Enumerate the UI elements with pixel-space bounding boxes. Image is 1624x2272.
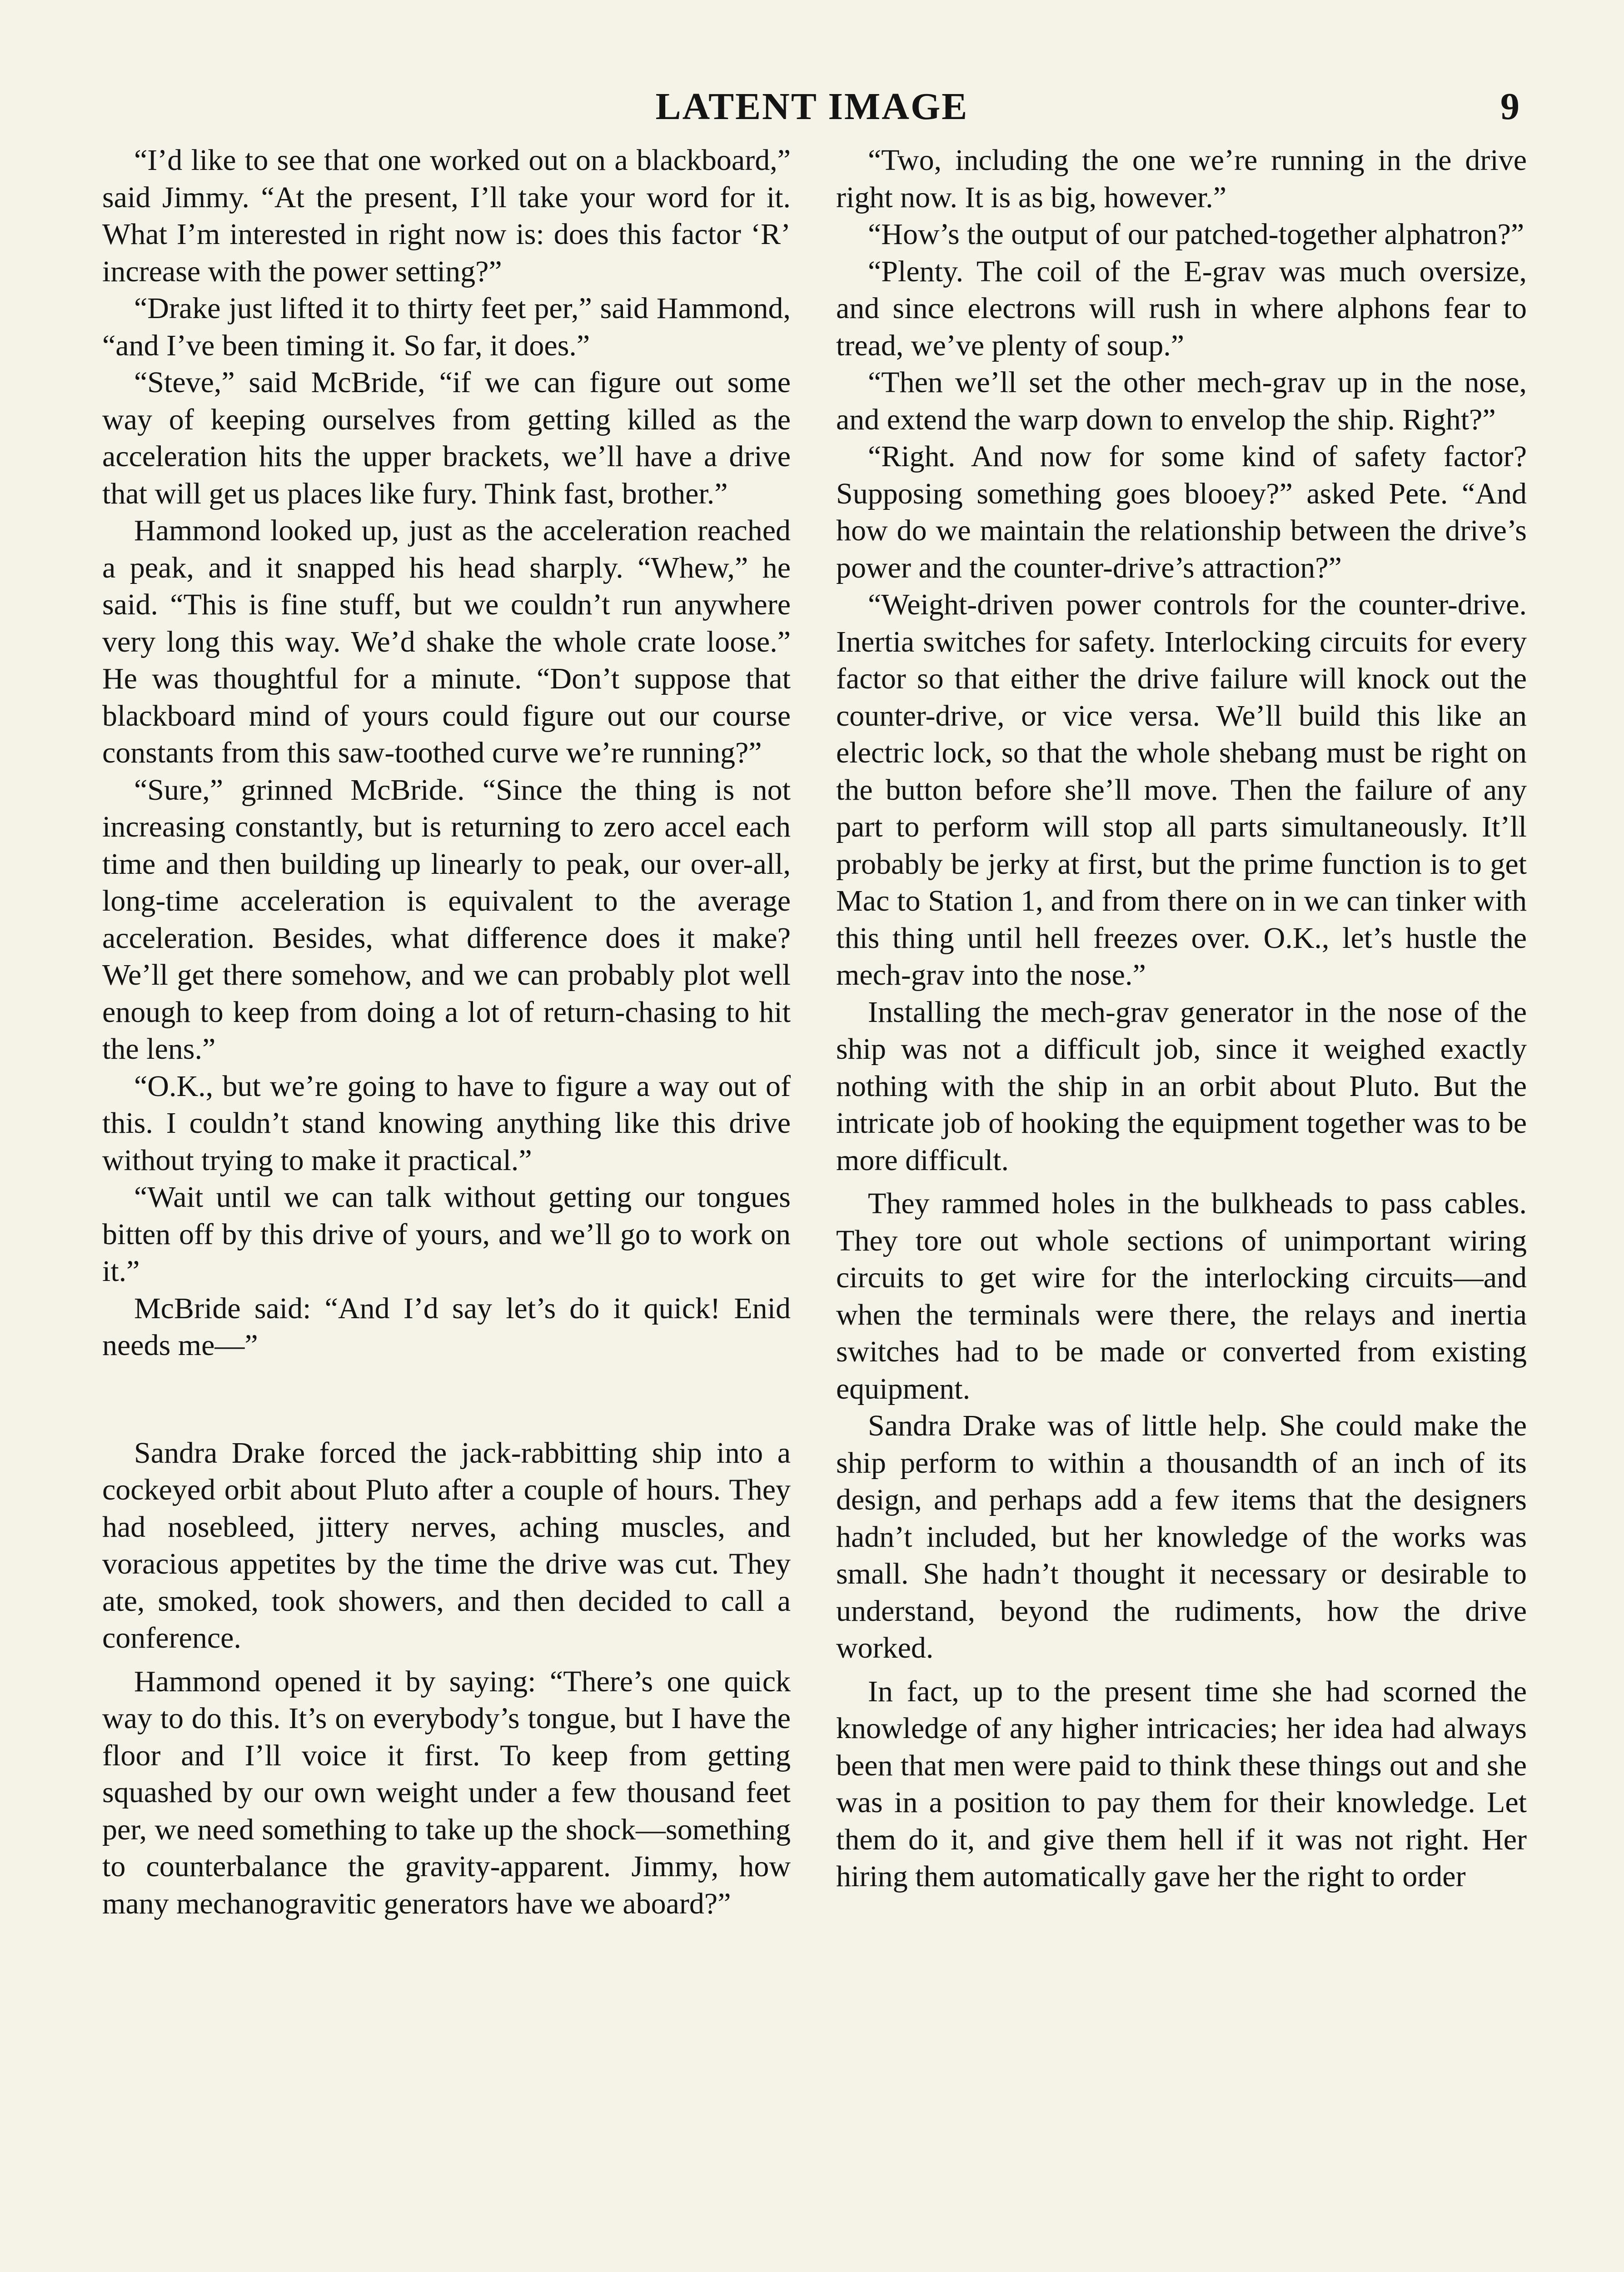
- paragraph: Hammond opened it by saying: “There’s one quick way to do this. It’s on everybody’s tongue, but I have the floor and I’ll voice it first. To keep from getting squashed by our own weight under a few thousand feet per, we need something to take up the shock—something to counterbalance the gravity-apparent. Jimmy, how many mechanogravitic generators have we aboard?”: [102, 1664, 791, 1920]
- paragraph: “Sure,” grinned McBride. “Since the thing is not increasing constantly, but is returning to zero accel each time and then building up linearly to peak, our over-all, long-time acceleration is equivalent to the average acceleration. Besides, what difference does it make? We’ll get there somehow, and we can probably plot well enough to keep from doing a lot of return-chasing to hit the lens.”: [102, 773, 791, 1066]
- page-number: 9: [1500, 85, 1519, 128]
- paragraph: They rammed holes in the bulkheads to pass cables. They tore out whole sections of unimportant wiring circuits to get wire for the interlocking circuits—and when the terminals were there, the relays and inertia switches had to be made or converted from existing equipment.: [836, 1187, 1527, 1405]
- paragraph: “Two, including the one we’re running in the drive right now. It is as big, however.”: [836, 144, 1527, 214]
- paragraph: Hammond looked up, just as the acceleration reached a peak, and it snapped his head sharply. “Whew,” he said. “This is fine stuff, but we couldn’t run anywhere very long this way. We’d shake the whole crate loose.” He was thoughtful for a minute. “Don’t suppose that blackboard mind of yours could figure out our course constants from this saw-toothed curve we’re running?”: [102, 514, 791, 769]
- paragraph: “Wait until we can talk without getting our tongues bitten off by this drive of yours, and we’ll go to work on it.”: [102, 1181, 791, 1288]
- paragraph: McBride said: “And I’d say let’s do it quick! Enid needs me—”: [102, 1291, 791, 1362]
- paragraph: Sandra Drake was of little help. She could make the ship perform to within a thousandth of an inch of its design, and perhaps add a few items that the designers hadn’t included, but her knowledge of the works was small. She hadn’t thought it necessary or desirable to understand, beyond the rudiments, how the drive worked.: [836, 1409, 1527, 1664]
- paragraph: “How’s the output of our patched-together alphatron?”: [868, 218, 1524, 251]
- paragraph: “Steve,” said McBride, “if we can figure out some way of keeping ourselves from getting killed as the acceleration hits the upper brackets, we’ll have a drive that will get us places like fury. Think fast, brother.”: [102, 366, 791, 510]
- paragraph: “Right. And now for some kind of safety factor? Supposing something goes blooey?” asked Pete. “And how do we maintain the relationship between the drive’s power and the counter-drive’s attraction?”: [836, 440, 1527, 584]
- paragraph: “Weight-driven power controls for the counter-drive. Inertia switches for safety. Interlocking circuits for every factor so that either the drive failure will knock out the counter-drive, or vice versa. We’ll build this like an electric lock, so that the whole shebang must be right on the button before she’ll move. Then the failure of any part to perform will stop all parts simultaneously. It’ll probably be jerky at first, but the prime function is to get Mac to Station 1, and from there on in we can tinker with this thing until hell freezes over. O.K., let’s hustle the mech-grav into the nose.”: [836, 588, 1527, 992]
- paragraph: In fact, up to the present time she had scorned the knowledge of any higher intricacies; her idea had always been that men were paid to think these things out and she was in a position to pay them for their knowledge. Let them do it, and give them hell if it was not right. Her hiring them automatically gave her the right to order: [836, 1674, 1527, 1893]
- paragraph: “Plenty. The coil of the E-grav was much oversize, and since electrons will rush in where alphons fear to tread, we’ve plenty of soup.”: [836, 254, 1527, 362]
- page-title: LATENT IMAGE: [655, 85, 969, 128]
- paragraph: Installing the mech-grav generator in the nose of the ship was not a difficult job, since it weighed exactly nothing with the ship in an orbit about Pluto. But the intricate job of hooking the equipment together was to be more difficult.: [836, 995, 1527, 1177]
- paragraph: Sandra Drake forced the jack-rabbitting ship into a cockeyed orbit about Pluto after a couple of hours. They had nosebleed, jittery nerves, aching muscles, and voracious appetites by the time the drive was cut. They ate, smoked, took showers, and then decided to call a conference.: [102, 1436, 791, 1654]
- left-column: [102, 142, 791, 1922]
- paragraph: “I’d like to see that one worked out on a blackboard,” said Jimmy. “At the present, I’ll take your word for it. What I’m interested in right now is: does this factor ‘R’ increase with the power setting?”: [102, 144, 791, 288]
- right-column: [836, 142, 1527, 1895]
- paragraph: “O.K., but we’re going to have to figure a way out of this. I couldn’t stand knowing anything like this drive without trying to make it practical.”: [102, 1069, 791, 1177]
- paragraph: “Drake just lifted it to thirty feet per,” said Hammond, “and I’ve been timing it. So far, it does.”: [102, 292, 791, 362]
- running-header: [0, 82, 1624, 141]
- paragraph: “Then we’ll set the other mech-grav up in the nose, and extend the warp down to envelop the ship. Right?”: [836, 366, 1527, 436]
